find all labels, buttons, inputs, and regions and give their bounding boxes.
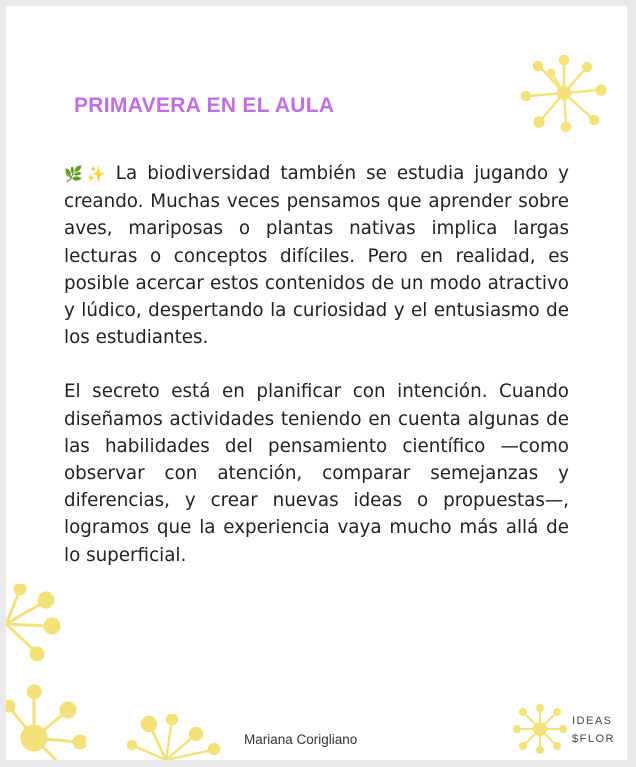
page-title: PRIMAVERA EN EL AULA [74, 94, 335, 117]
flower-decoration-left-icon [6, 584, 66, 664]
paragraph-1 [64, 160, 569, 351]
brand-line-2: $FLOR [572, 733, 615, 745]
brand-flower-icon [512, 704, 568, 754]
document-page [6, 6, 627, 760]
flower-decoration-bottom-center-icon [124, 714, 224, 760]
author-name: Mariana Corigliano [244, 732, 358, 747]
flower-decoration-bottom-left-icon [6, 684, 86, 760]
flower-decoration-top-right-icon [514, 52, 614, 134]
article-body [64, 160, 569, 596]
brand-line-1: IDEAS [572, 715, 613, 727]
brand-logo [512, 704, 622, 754]
paragraph-1-text: La biodiversidad también se estudia jugando y creando. Muchas veces pensamos que aprender sobre aves, mariposas o plantas nativas implica largas lecturas o conceptos difíciles. Pero en realidad, es posible acercar estos contenidos de un modo atractivo y lúdico, despertando la curiosidad y el entusiasmo de los estudiantes. [64, 163, 569, 349]
paragraph-2: El secreto está en planificar con intención. Cuando diseñamos actividades teniendo en cuenta algunas de las habilidades del pensamiento científico —como observar con atención, comparar semejanzas y diferencias, y crear nuevas ideas o propuestas—, logramos que la experiencia vaya mucho más allá de lo superficial. [64, 381, 569, 566]
herb-sparkles-icon: 🌿✨ [64, 165, 110, 183]
brand-name [572, 712, 615, 748]
